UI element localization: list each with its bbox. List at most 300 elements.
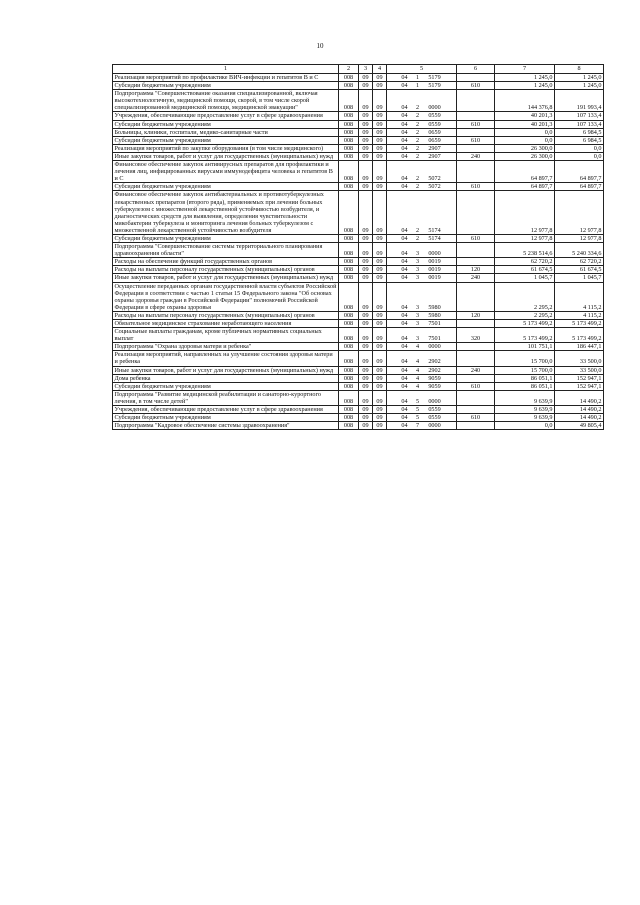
- amount-year2-cell: 12 977,8: [555, 191, 604, 235]
- subprogram-code: 2: [415, 183, 420, 191]
- subprogram-code: 2: [415, 144, 420, 152]
- section-code-cell: 09: [359, 366, 373, 374]
- ministry-code-cell: 008: [339, 120, 359, 128]
- expense-type-cell: 610: [457, 382, 495, 390]
- budget-table: [112, 64, 604, 430]
- subprogram-code: 3: [415, 303, 420, 311]
- ministry-code-cell: 008: [339, 161, 359, 183]
- expense-type-cell: 610: [457, 136, 495, 144]
- ministry-code-cell: 008: [339, 74, 359, 82]
- amount-year1-cell: 61 674,5: [495, 266, 555, 274]
- item-name-cell: Больницы, клиники, госпитали, медико-санитарные части: [113, 128, 339, 136]
- item-name-cell: Субсидии бюджетным учреждениям: [113, 382, 339, 390]
- amount-year1-cell: 5 173 499,2: [495, 320, 555, 328]
- expense-type-cell: [457, 351, 495, 366]
- expense-type-cell: [457, 374, 495, 382]
- amount-year1-cell: 5 173 499,2: [495, 328, 555, 343]
- subsection-code-cell: 09: [373, 374, 387, 382]
- subsection-code-cell: 09: [373, 390, 387, 405]
- amount-year2-cell: 64 897,7: [555, 183, 604, 191]
- table-row: [113, 282, 604, 311]
- item-name-cell: Расходы на обеспечение функций государственных органов: [113, 258, 339, 266]
- amount-year1-cell: 2 295,2: [495, 311, 555, 319]
- table-row: [113, 406, 604, 414]
- section-code-cell: 09: [359, 390, 373, 405]
- subprogram-code: 5: [415, 397, 420, 405]
- section-code-cell: 09: [359, 183, 373, 191]
- section-code-cell: 09: [359, 258, 373, 266]
- expense-type-cell: [457, 343, 495, 351]
- target-article-cell: [387, 311, 457, 319]
- program-code: 04: [401, 374, 408, 382]
- expense-type-cell: 320: [457, 328, 495, 343]
- program-code: 04: [401, 303, 408, 311]
- table-row: [113, 82, 604, 90]
- expense-type-cell: [457, 191, 495, 235]
- program-code: 04: [401, 258, 408, 266]
- ministry-code-cell: 008: [339, 422, 359, 430]
- amount-year1-cell: 12 977,8: [495, 191, 555, 235]
- amount-year1-cell: 5 238 514,6: [495, 243, 555, 258]
- item-name-cell: Субсидии бюджетным учреждениям: [113, 183, 339, 191]
- section-code-cell: 09: [359, 136, 373, 144]
- ministry-code-cell: 008: [339, 90, 359, 112]
- table-row: [113, 120, 604, 128]
- expense-type-cell: 120: [457, 311, 495, 319]
- program-code: 04: [401, 152, 408, 160]
- ministry-code-cell: 008: [339, 258, 359, 266]
- expense-type-cell: 240: [457, 274, 495, 282]
- amount-year1-cell: 0,0: [495, 128, 555, 136]
- subsection-code-cell: 09: [373, 82, 387, 90]
- amount-year2-cell: 6 984,5: [555, 136, 604, 144]
- expense-type-cell: [457, 390, 495, 405]
- direction-code: 9059: [428, 374, 441, 382]
- subprogram-code: 2: [415, 136, 420, 144]
- target-article-cell: [387, 406, 457, 414]
- subprogram-code: 2: [415, 120, 420, 128]
- expense-type-cell: 610: [457, 234, 495, 242]
- target-article-cell: [387, 351, 457, 366]
- subprogram-code: 3: [415, 335, 420, 343]
- expense-type-cell: [457, 128, 495, 136]
- subsection-code-cell: 09: [373, 414, 387, 422]
- table-row: [113, 128, 604, 136]
- table-row: [113, 152, 604, 160]
- direction-code: 0019: [428, 274, 441, 282]
- section-code-cell: 09: [359, 374, 373, 382]
- subsection-code-cell: 09: [373, 343, 387, 351]
- subprogram-code: 2: [415, 104, 420, 112]
- table-row: [113, 183, 604, 191]
- amount-year2-cell: 4 115,2: [555, 311, 604, 319]
- amount-year1-cell: 62 720,2: [495, 258, 555, 266]
- subsection-code-cell: 09: [373, 112, 387, 120]
- amount-year2-cell: 191 993,4: [555, 90, 604, 112]
- subprogram-code: 2: [415, 226, 420, 234]
- target-article-cell: [387, 136, 457, 144]
- direction-code: 0000: [428, 104, 441, 112]
- target-article-cell: [387, 152, 457, 160]
- program-code: 04: [401, 382, 408, 390]
- table-row: [113, 366, 604, 374]
- item-name-cell: Субсидии бюджетным учреждениям: [113, 120, 339, 128]
- subprogram-code: 4: [415, 382, 420, 390]
- amount-year1-cell: 26 300,0: [495, 152, 555, 160]
- amount-year2-cell: 152 947,1: [555, 382, 604, 390]
- target-article-cell: [387, 144, 457, 152]
- section-code-cell: 09: [359, 90, 373, 112]
- section-code-cell: 09: [359, 112, 373, 120]
- table-row: [113, 328, 604, 343]
- amount-year2-cell: 5 173 499,2: [555, 328, 604, 343]
- target-article-cell: [387, 82, 457, 90]
- item-name-cell: Подпрограмма "Совершенствование системы территориального планирования здравоохранения области": [113, 243, 339, 258]
- item-name-cell: Подпрограмма "Совершенствование оказания специализированной, включая высокотехнологичную, медицинской помощи, скорой, в том числе скорой специализированной медицинской помощи, медицинской эвакуации": [113, 90, 339, 112]
- expense-type-cell: [457, 144, 495, 152]
- subprogram-code: 3: [415, 320, 420, 327]
- ministry-code-cell: 008: [339, 144, 359, 152]
- item-name-cell: Субсидии бюджетным учреждениям: [113, 82, 339, 90]
- ministry-code-cell: 008: [339, 343, 359, 351]
- ministry-code-cell: 008: [339, 112, 359, 120]
- subprogram-code: 2: [415, 128, 420, 136]
- subsection-code-cell: 09: [373, 266, 387, 274]
- amount-year1-cell: 40 201,3: [495, 112, 555, 120]
- subprogram-code: 4: [415, 366, 420, 374]
- expense-type-cell: 610: [457, 414, 495, 422]
- direction-code: 0000: [428, 397, 441, 405]
- section-code-cell: 09: [359, 191, 373, 235]
- target-article-cell: [387, 183, 457, 191]
- program-code: 04: [401, 128, 408, 136]
- subsection-code-cell: 09: [373, 191, 387, 235]
- item-name-cell: Реализация мероприятий, направленных на улучшение состояния здоровья матери и ребенка: [113, 351, 339, 366]
- subsection-code-cell: 09: [373, 152, 387, 160]
- table-header-row: [113, 65, 604, 74]
- expense-type-cell: 120: [457, 266, 495, 274]
- expense-type-cell: [457, 243, 495, 258]
- direction-code: 7501: [428, 320, 441, 327]
- target-article-cell: [387, 320, 457, 328]
- item-name-cell: Учреждения, обеспечивающие предоставление услуг в сфере здравоохранения: [113, 112, 339, 120]
- amount-year2-cell: 49 805,4: [555, 422, 604, 430]
- direction-code: 0019: [428, 266, 441, 274]
- table-row: [113, 161, 604, 183]
- item-name-cell: Субсидии бюджетным учреждениям: [113, 414, 339, 422]
- target-article-cell: [387, 343, 457, 351]
- ministry-code-cell: 008: [339, 128, 359, 136]
- item-name-cell: Учреждения, обеспечивающие предоставление услуг в сфере здравоохранения: [113, 406, 339, 414]
- amount-year1-cell: 15 700,0: [495, 366, 555, 374]
- table-row: [113, 144, 604, 152]
- subprogram-code: 4: [415, 358, 420, 366]
- amount-year2-cell: 14 490,2: [555, 390, 604, 405]
- target-article-cell: [387, 90, 457, 112]
- target-article-cell: [387, 243, 457, 258]
- subsection-code-cell: 09: [373, 136, 387, 144]
- subsection-code-cell: 09: [373, 422, 387, 430]
- table-row: [113, 136, 604, 144]
- direction-code: 2907: [428, 144, 441, 152]
- item-name-cell: Реализация мероприятий по профилактике ВИЧ-инфекции и гепатитов В и С: [113, 74, 339, 82]
- expense-type-cell: 240: [457, 366, 495, 374]
- direction-code: 5179: [428, 74, 441, 81]
- amount-year1-cell: 86 051,1: [495, 374, 555, 382]
- item-name-cell: Финансовое обеспечение закупок антибактериальных и противотуберкулезных лекарственных препаратов (второго ряда), применяемых при лечении больных туберкулезом с множественной лекарственной устойчивостью возбудителя, и диагностических средств для выявления, определения чувствительности микобактерии туберкулеза и мониторинга лечения больных туберкулезом с множественной лекарственной устойчивостью возбудителя: [113, 191, 339, 235]
- target-article-cell: [387, 414, 457, 422]
- amount-year1-cell: 9 639,9: [495, 390, 555, 405]
- ministry-code-cell: 008: [339, 406, 359, 414]
- amount-year2-cell: 12 977,8: [555, 234, 604, 242]
- section-code-cell: 09: [359, 311, 373, 319]
- direction-code: 2907: [428, 152, 441, 160]
- column-header: 6: [457, 65, 495, 74]
- program-code: 04: [401, 112, 408, 120]
- subsection-code-cell: 09: [373, 128, 387, 136]
- subsection-code-cell: 09: [373, 120, 387, 128]
- subprogram-code: 2: [415, 234, 420, 242]
- column-header: 5: [387, 65, 457, 74]
- amount-year1-cell: 0,0: [495, 422, 555, 430]
- subprogram-code: 1: [415, 74, 420, 81]
- section-code-cell: 09: [359, 274, 373, 282]
- amount-year2-cell: 107 133,4: [555, 120, 604, 128]
- table-row: [113, 243, 604, 258]
- program-code: 04: [401, 320, 408, 327]
- program-code: 04: [401, 343, 408, 351]
- item-name-cell: Социальные выплаты гражданам, кроме публичных нормативных социальных выплат: [113, 328, 339, 343]
- direction-code: 5179: [428, 82, 441, 90]
- item-name-cell: Дома ребенка: [113, 374, 339, 382]
- ministry-code-cell: 008: [339, 191, 359, 235]
- target-article-cell: [387, 328, 457, 343]
- amount-year1-cell: 1 245,0: [495, 74, 555, 82]
- table-row: [113, 258, 604, 266]
- expense-type-cell: [457, 161, 495, 183]
- item-name-cell: Субсидии бюджетным учреждениям: [113, 136, 339, 144]
- item-name-cell: Обязательное медицинское страхование неработающего населения: [113, 320, 339, 328]
- table-row: [113, 266, 604, 274]
- section-code-cell: 09: [359, 414, 373, 422]
- subprogram-code: 3: [415, 250, 420, 258]
- direction-code: 0559: [428, 112, 441, 120]
- section-code-cell: 09: [359, 82, 373, 90]
- program-code: 04: [401, 234, 408, 242]
- target-article-cell: [387, 390, 457, 405]
- target-article-cell: [387, 120, 457, 128]
- direction-code: 0559: [428, 406, 441, 414]
- amount-year2-cell: 5 173 499,2: [555, 320, 604, 328]
- subprogram-code: 7: [415, 422, 420, 430]
- subsection-code-cell: 09: [373, 328, 387, 343]
- subsection-code-cell: 09: [373, 161, 387, 183]
- program-code: 04: [401, 414, 408, 422]
- subprogram-code: 4: [415, 374, 420, 382]
- subsection-code-cell: 09: [373, 351, 387, 366]
- subsection-code-cell: 09: [373, 282, 387, 311]
- subprogram-code: 3: [415, 311, 420, 319]
- target-article-cell: [387, 422, 457, 430]
- program-code: 04: [401, 274, 408, 282]
- target-article-cell: [387, 282, 457, 311]
- table-row: [113, 90, 604, 112]
- amount-year1-cell: 12 977,8: [495, 234, 555, 242]
- amount-year1-cell: 0,0: [495, 136, 555, 144]
- section-code-cell: 09: [359, 234, 373, 242]
- item-name-cell: Субсидии бюджетным учреждениям: [113, 234, 339, 242]
- subsection-code-cell: 09: [373, 311, 387, 319]
- item-name-cell: Подпрограмма "Кадровое обеспечение системы здравоохранения": [113, 422, 339, 430]
- program-code: 04: [401, 144, 408, 152]
- table-row: [113, 382, 604, 390]
- table-row: [113, 234, 604, 242]
- table-row: [113, 112, 604, 120]
- direction-code: 0019: [428, 258, 441, 266]
- item-name-cell: Осуществление переданных органам государственной власти субъектов Российской Федерации в соответствии с частью 1 статьи 15 Федерального закона "Об основах охраны здоровья граждан в Российской Федерации" полномочий Российской Федерации в сфере охраны здоровья: [113, 282, 339, 311]
- program-code: 04: [401, 104, 408, 112]
- direction-code: 0000: [428, 343, 441, 351]
- target-article-cell: [387, 128, 457, 136]
- expense-type-cell: 610: [457, 120, 495, 128]
- amount-year2-cell: 33 500,0: [555, 366, 604, 374]
- subprogram-code: 1: [415, 82, 420, 90]
- section-code-cell: 09: [359, 422, 373, 430]
- table-row: [113, 390, 604, 405]
- direction-code: 0559: [428, 414, 441, 422]
- program-code: 04: [401, 250, 408, 258]
- ministry-code-cell: 008: [339, 320, 359, 328]
- program-code: 04: [401, 120, 408, 128]
- amount-year1-cell: 144 376,8: [495, 90, 555, 112]
- table-row: [113, 274, 604, 282]
- direction-code: 2902: [428, 358, 441, 366]
- target-article-cell: [387, 234, 457, 242]
- expense-type-cell: [457, 406, 495, 414]
- expense-type-cell: 610: [457, 183, 495, 191]
- expense-type-cell: [457, 258, 495, 266]
- section-code-cell: 09: [359, 351, 373, 366]
- ministry-code-cell: 008: [339, 243, 359, 258]
- subsection-code-cell: 09: [373, 382, 387, 390]
- program-code: 04: [401, 183, 408, 191]
- ministry-code-cell: 008: [339, 366, 359, 374]
- subprogram-code: 2: [415, 152, 420, 160]
- item-name-cell: Иные закупки товаров, работ и услуг для государственных (муниципальных) нужд: [113, 274, 339, 282]
- section-code-cell: 09: [359, 152, 373, 160]
- subprogram-code: 4: [415, 343, 420, 351]
- ministry-code-cell: 008: [339, 351, 359, 366]
- amount-year2-cell: 1 245,0: [555, 74, 604, 82]
- target-article-cell: [387, 112, 457, 120]
- subsection-code-cell: 09: [373, 183, 387, 191]
- subprogram-code: 2: [415, 175, 420, 183]
- expense-type-cell: 240: [457, 152, 495, 160]
- amount-year2-cell: 107 133,4: [555, 112, 604, 120]
- subsection-code-cell: 09: [373, 234, 387, 242]
- section-code-cell: 09: [359, 282, 373, 311]
- amount-year1-cell: 15 700,0: [495, 351, 555, 366]
- section-code-cell: 09: [359, 343, 373, 351]
- ministry-code-cell: 008: [339, 266, 359, 274]
- expense-type-cell: 610: [457, 82, 495, 90]
- direction-code: 0659: [428, 128, 441, 136]
- section-code-cell: 09: [359, 266, 373, 274]
- direction-code: 0559: [428, 120, 441, 128]
- amount-year1-cell: 64 897,7: [495, 183, 555, 191]
- ministry-code-cell: 008: [339, 311, 359, 319]
- amount-year2-cell: 4 115,2: [555, 282, 604, 311]
- item-name-cell: Иные закупки товаров, работ и услуг для государственных (муниципальных) нужд: [113, 366, 339, 374]
- direction-code: 5072: [428, 175, 441, 183]
- target-article-cell: [387, 74, 457, 82]
- target-article-cell: [387, 258, 457, 266]
- subsection-code-cell: 09: [373, 74, 387, 82]
- table-row: [113, 74, 604, 82]
- subsection-code-cell: 09: [373, 144, 387, 152]
- amount-year1-cell: 64 897,7: [495, 161, 555, 183]
- table-row: [113, 311, 604, 319]
- section-code-cell: 09: [359, 120, 373, 128]
- target-article-cell: [387, 374, 457, 382]
- amount-year1-cell: 2 295,2: [495, 282, 555, 311]
- program-code: 04: [401, 266, 408, 274]
- amount-year2-cell: 0,0: [555, 144, 604, 152]
- subsection-code-cell: 09: [373, 243, 387, 258]
- ministry-code-cell: 008: [339, 414, 359, 422]
- ministry-code-cell: 008: [339, 382, 359, 390]
- direction-code: 5174: [428, 234, 441, 242]
- amount-year1-cell: 9 639,9: [495, 414, 555, 422]
- column-header: 3: [359, 65, 373, 74]
- ministry-code-cell: 008: [339, 152, 359, 160]
- target-article-cell: [387, 161, 457, 183]
- ministry-code-cell: 008: [339, 183, 359, 191]
- ministry-code-cell: 008: [339, 282, 359, 311]
- program-code: 04: [401, 397, 408, 405]
- expense-type-cell: [457, 282, 495, 311]
- amount-year1-cell: 86 051,1: [495, 382, 555, 390]
- amount-year2-cell: 61 674,5: [555, 266, 604, 274]
- table-row: [113, 343, 604, 351]
- program-code: 04: [401, 335, 408, 343]
- ministry-code-cell: 008: [339, 390, 359, 405]
- ministry-code-cell: 008: [339, 328, 359, 343]
- amount-year1-cell: 9 639,9: [495, 406, 555, 414]
- program-code: 04: [401, 136, 408, 144]
- section-code-cell: 09: [359, 328, 373, 343]
- subsection-code-cell: 09: [373, 90, 387, 112]
- subprogram-code: 2: [415, 112, 420, 120]
- direction-code: 5980: [428, 311, 441, 319]
- ministry-code-cell: 008: [339, 136, 359, 144]
- subsection-code-cell: 09: [373, 406, 387, 414]
- ministry-code-cell: 008: [339, 274, 359, 282]
- amount-year2-cell: 64 897,7: [555, 161, 604, 183]
- expense-type-cell: [457, 422, 495, 430]
- program-code: 04: [401, 358, 408, 366]
- expense-type-cell: [457, 112, 495, 120]
- target-article-cell: [387, 366, 457, 374]
- subsection-code-cell: 09: [373, 366, 387, 374]
- amount-year2-cell: 62 720,2: [555, 258, 604, 266]
- direction-code: 0659: [428, 136, 441, 144]
- target-article-cell: [387, 266, 457, 274]
- section-code-cell: 09: [359, 243, 373, 258]
- program-code: 04: [401, 311, 408, 319]
- subprogram-code: 3: [415, 258, 420, 266]
- amount-year2-cell: 6 984,5: [555, 128, 604, 136]
